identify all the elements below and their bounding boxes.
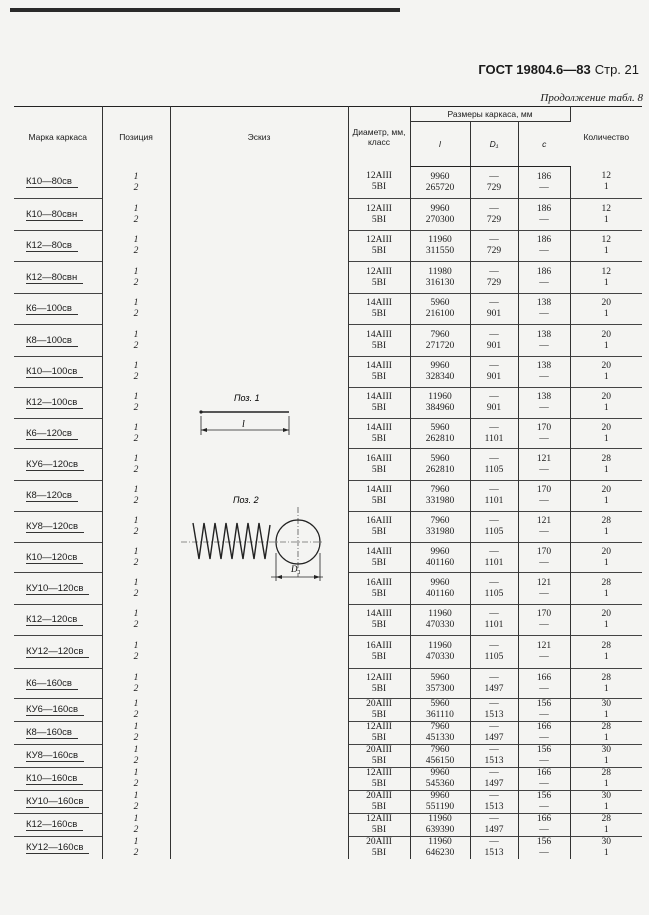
c-cell: 156 — [518,837,570,860]
quantity-cell: 30 1 [570,699,642,722]
diameter-cell: 20AIII 5BI [348,791,410,814]
table-body [14,167,642,860]
length-dim-label: l [241,418,245,430]
c-cell: 166 — [518,768,570,791]
length-cell: 9960 270300 [410,199,470,231]
length-cell: 7960 451330 [410,722,470,745]
diameter-cell: 12AIII 5BI [348,199,410,231]
quantity-cell: 12 1 [570,231,642,262]
diameter-cell: 16AIII 5BI [348,636,410,669]
d1-cell: — 1497 [470,768,518,791]
frames-table [14,106,642,859]
quantity-cell: 28 1 [570,636,642,669]
d1-cell: — 729 [470,199,518,231]
frame-mark: К10—80св [14,167,102,199]
quantity-cell: 30 1 [570,791,642,814]
quantity-cell: 20 1 [570,325,642,357]
quantity-cell: 28 1 [570,768,642,791]
quantity-cell: 20 1 [570,543,642,573]
c-cell: 138 — [518,294,570,325]
c-cell: 186 — [518,262,570,294]
diameter-cell: 14AIII 5BI [348,419,410,449]
frame-mark: К10—80свн [14,199,102,231]
diameter-cell: 14AIII 5BI [348,294,410,325]
col-header-mark: Марка каркаса [14,107,102,167]
diameter-cell: 14AIII 5BI [348,481,410,512]
col-header-position: Позиция [102,107,170,167]
c-cell: 138 — [518,388,570,419]
frame-mark: КУ8—120св [14,512,102,543]
frame-mark: К8—160св [14,722,102,745]
diameter-cell: 20AIII 5BI [348,745,410,768]
position-cell: 1 2 [102,605,170,636]
position-cell: 1 2 [102,481,170,512]
d1-cell: — 1513 [470,791,518,814]
length-cell: 9960 545360 [410,768,470,791]
quantity-cell: 12 1 [570,262,642,294]
length-cell: 9960 551190 [410,791,470,814]
position-cell: 1 2 [102,768,170,791]
pos2-label: Поз. 2 [232,494,259,505]
d1-cell: — 1497 [470,669,518,699]
frame-mark: КУ6—120св [14,449,102,481]
diameter-cell: 12AIII 5BI [348,722,410,745]
c-cell: 121 — [518,636,570,669]
position-cell: 1 2 [102,791,170,814]
length-cell: 9960 401160 [410,543,470,573]
position-cell: 1 2 [102,512,170,543]
d1-cell: — 901 [470,294,518,325]
d1-cell: — 729 [470,231,518,262]
frame-mark: КУ8—160св [14,745,102,768]
quantity-cell: 20 1 [570,388,642,419]
c-cell: 156 — [518,745,570,768]
length-cell: 11960 470330 [410,605,470,636]
d1-cell: — 901 [470,357,518,388]
c-cell: 170 — [518,543,570,573]
c-cell: 186 — [518,199,570,231]
top-rule [10,8,400,12]
diameter-cell: 14AIII 5BI [348,605,410,636]
quantity-cell: 28 1 [570,669,642,699]
diameter-cell: 16AIII 5BI [348,573,410,605]
position-cell: 1 2 [102,669,170,699]
quantity-cell: 28 1 [570,814,642,837]
sketch-cell [170,167,348,860]
quantity-cell: 28 1 [570,512,642,543]
position-cell: 1 2 [102,231,170,262]
length-cell: 11960 639390 [410,814,470,837]
frame-mark: К12—80св [14,231,102,262]
quantity-cell: 20 1 [570,605,642,636]
frame-mark: К12—120св [14,605,102,636]
position-cell: 1 2 [102,636,170,669]
length-cell: 9960 328340 [410,357,470,388]
frame-mark: К6—120св [14,419,102,449]
frame-mark: К6—100св [14,294,102,325]
frame-mark: КУ12—160св [14,837,102,860]
d1-cell: — 1105 [470,512,518,543]
diameter-cell: 12AIII 5BI [348,768,410,791]
frame-mark: К10—160св [14,768,102,791]
page-number: Стр. 21 [594,62,639,77]
d1-cell: — 1105 [470,573,518,605]
length-cell: 5960 216100 [410,294,470,325]
diameter-cell: 12AIII 5BI [348,231,410,262]
quantity-cell: 12 1 [601,171,612,193]
d1-cell: — 729 [470,167,518,199]
frame-mark: К6—160св [14,669,102,699]
diameter-cell: 14AIII 5BI [348,357,410,388]
c-cell: 138 — [518,357,570,388]
c-cell: 121 — [518,449,570,481]
col-header-quantity: Количество [570,107,642,167]
length-cell: 7960 271720 [410,325,470,357]
length-cell: 7960 331980 [410,481,470,512]
length-cell: 5960 357300 [410,669,470,699]
frame-mark: К12—80свн [14,262,102,294]
diameter-cell: 14AIII 5BI [348,543,410,573]
position-cell: 1 2 [102,722,170,745]
col-header-c: c [518,122,570,167]
frame-mark: КУ10—120св [14,573,102,605]
length-cell: 5960 361110 [410,699,470,722]
position-cell: 1 2 [102,837,170,860]
diameter-cell: 12AIII 5BI [348,814,410,837]
diameter-cell: 12AIII 5BI [348,262,410,294]
quantity-cell: 28 1 [570,573,642,605]
quantity-cell: 20 1 [570,294,642,325]
length-cell: 11960 384960 [410,388,470,419]
frame-mark: К8—100св [14,325,102,357]
length-cell: 5960 262810 [410,449,470,481]
diameter-cell: 20AIII 5BI [348,699,410,722]
position-cell: 1 2 [102,745,170,768]
frame-mark: К8—120св [14,481,102,512]
page-header [478,62,639,77]
quantity-cell: 30 1 [570,745,642,768]
standard-title: ГОСТ 19804.6—83 [478,62,591,77]
d1-cell: — 729 [470,262,518,294]
length-cell: 11980 316130 [410,262,470,294]
c-cell: 166 — [518,814,570,837]
c-cell: 121 — [518,512,570,543]
quantity-cell: 30 1 [570,837,642,860]
col-header-sketch: Эскиз [170,107,348,167]
d1-cell: — 1497 [470,722,518,745]
position-cell: 1 2 [102,449,170,481]
diameter-cell: 14AIII 5BI [348,388,410,419]
d1-cell: — 1101 [470,605,518,636]
c-cell: 156 — [518,699,570,722]
position-cell: 1 2 [102,573,170,605]
frame-mark: КУ10—160св [14,791,102,814]
c-cell: 170 — [518,419,570,449]
length-cell: 11960 646230 [410,837,470,860]
quantity-cell: 20 1 [570,419,642,449]
length-cell: 9960 401160 [410,573,470,605]
length-cell: 11960 470330 [410,636,470,669]
diameter-cell: 14AIII 5BI [348,325,410,357]
c-cell: 170 — [518,605,570,636]
position-cell: 1 2 [102,357,170,388]
position-cell: 1 2 [102,814,170,837]
c-cell: 121 — [518,573,570,605]
table-continuation-label: Продолжение табл. 8 [540,92,643,104]
length-cell: 9960 265720 [410,167,470,199]
frame-mark: КУ12—120св [14,636,102,669]
c-cell: 156 — [518,791,570,814]
col-header-dimensions: Размеры каркаса, мм [410,107,570,122]
length-cell: 7960 456150 [410,745,470,768]
position-cell: 1 2 [102,294,170,325]
col-header-l: l [410,122,470,167]
c-cell: 166 — [518,722,570,745]
frame-mark: К10—120св [14,543,102,573]
quantity-cell: 12 1 [570,199,642,231]
diameter-cell: 12AIII 5BI [348,669,410,699]
d1-cell: — 1513 [470,745,518,768]
position-cell: 1 2 [102,419,170,449]
frame-sketch [171,167,349,807]
c-cell: 170 — [518,481,570,512]
frames-table-wrapper [14,106,642,859]
d1-cell: — 1105 [470,449,518,481]
position-cell: 1 2 [102,167,170,199]
position-cell: 1 2 [102,199,170,231]
pos1-label: Поз. 1 [233,392,260,403]
col-header-d1: D₁ [470,122,518,167]
position-cell: 1 2 [102,262,170,294]
position-1-bar [199,393,289,435]
d1-cell: — 1101 [470,481,518,512]
d1-cell: — 1101 [470,419,518,449]
quantity-cell: 28 1 [570,449,642,481]
length-cell: 11960 311550 [410,231,470,262]
position-cell: 1 2 [102,325,170,357]
position-cell: 1 2 [102,543,170,573]
d1-cell: — 1497 [470,814,518,837]
d1-cell: — 1513 [470,837,518,860]
quantity-cell: 20 1 [570,357,642,388]
quantity-cell: 20 1 [570,481,642,512]
col-header-diameter: Диаметр, мм, класс [348,107,410,167]
d1-cell: — 1105 [470,636,518,669]
frame-mark: К12—100св [14,388,102,419]
c-cell: 186 — [518,231,570,262]
d1-cell: — 901 [470,388,518,419]
d1-cell: — 1513 [470,699,518,722]
position-cell: 1 2 [102,388,170,419]
length-cell: 5960 262810 [410,419,470,449]
frame-mark: К10—100св [14,357,102,388]
length-cell: 7960 331980 [410,512,470,543]
d1-cell: — 901 [470,325,518,357]
c-cell: 138 — [518,325,570,357]
position-2-spiral [181,495,323,581]
d1-dim-label: D₁ [290,563,301,574]
d1-cell: — 1101 [470,543,518,573]
diameter-cell: 12AIII 5BI [348,167,410,199]
position-cell: 1 2 [102,699,170,722]
table-row [14,167,642,199]
c-cell: 166 — [518,669,570,699]
frame-mark: КУ6—160св [14,699,102,722]
diameter-cell: 20AIII 5BI [348,837,410,860]
diameter-cell: 16AIII 5BI [348,449,410,481]
c-cell: 186 — [518,167,570,199]
diameter-cell: 16AIII 5BI [348,512,410,543]
frame-mark: К12—160св [14,814,102,837]
quantity-cell: 28 1 [570,722,642,745]
